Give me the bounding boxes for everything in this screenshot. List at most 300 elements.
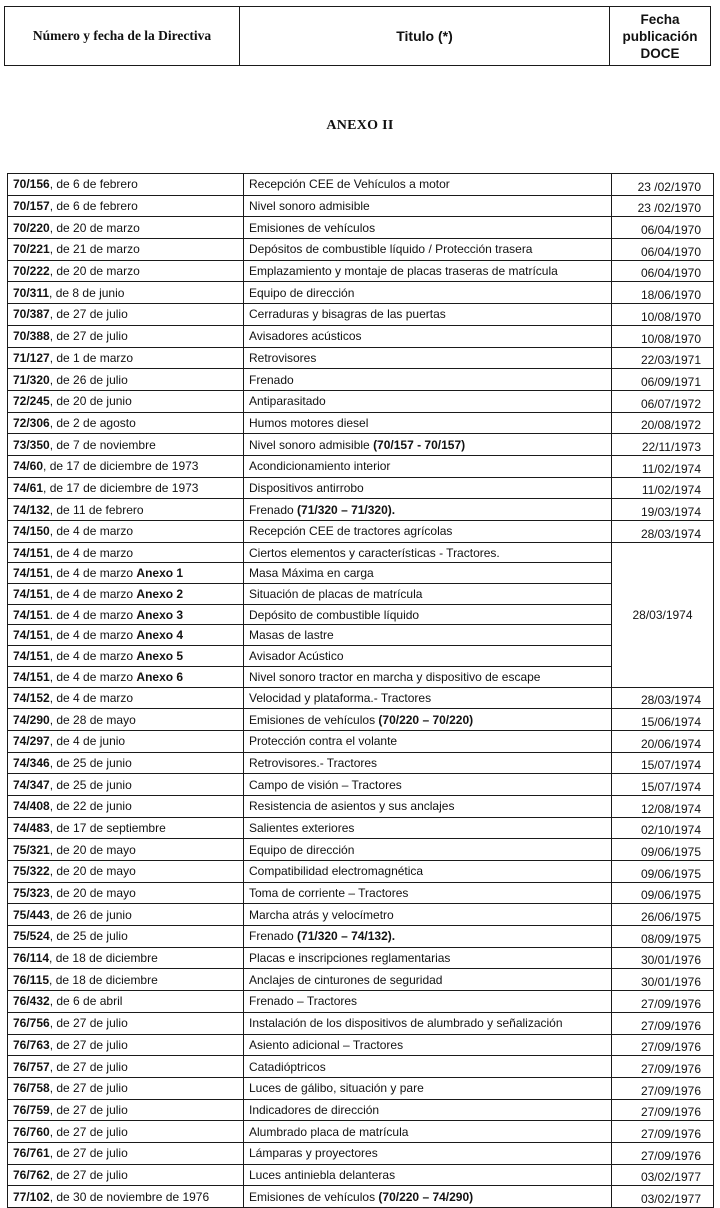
directive-date: , de 4 de junio [49, 734, 126, 749]
directive-title-text: Depósitos de combustible líquido / Protección trasera [249, 242, 533, 257]
directive-title [244, 926, 612, 948]
directive-number: 76/432 [13, 994, 50, 1009]
table-row [8, 1012, 714, 1034]
directive-title-text: Recepción CEE de Vehículos a motor [249, 177, 450, 192]
directive-title [244, 991, 612, 1013]
directive-number: 76/756 [13, 1016, 50, 1031]
directive-title [244, 369, 612, 391]
directive-number-date [8, 904, 244, 926]
directive-title-text: Equipo de dirección [249, 285, 355, 300]
directive-number-date [8, 882, 244, 904]
directive-date: , de 1 de marzo [49, 350, 134, 365]
directive-number: 75/524 [13, 929, 50, 944]
directive-number-date [8, 282, 244, 304]
directive-number-date [8, 260, 244, 282]
directive-number: 75/321 [13, 842, 50, 857]
table-row [8, 947, 714, 969]
table-row [8, 926, 714, 948]
directive-number: 70/222 [13, 264, 50, 279]
directive-title [244, 260, 612, 282]
directive-title [244, 477, 612, 499]
directive-title [244, 1121, 612, 1143]
directive-title [244, 499, 612, 521]
publication-date: 18/06/1970 [612, 282, 714, 304]
table-row [8, 774, 714, 796]
directive-title [244, 947, 612, 969]
publication-date: 15/06/1974 [612, 709, 714, 731]
directive-title [244, 687, 612, 709]
header-number-date: Número y fecha de la Directiva [5, 7, 240, 66]
directive-title-text: Marcha atrás y velocímetro [249, 907, 394, 922]
directive-title [244, 817, 612, 839]
directive-number: 75/323 [13, 886, 50, 901]
directive-number-date [8, 1034, 244, 1056]
header-publication-date [610, 7, 711, 66]
directive-title [244, 217, 612, 239]
publication-date: 09/06/1975 [612, 839, 714, 861]
directive-number: 76/757 [13, 1059, 50, 1074]
directive-title-text: Dispositivos antirrobo [249, 480, 364, 495]
directive-title [244, 239, 612, 261]
directive-title [244, 861, 612, 883]
table-row [8, 260, 714, 282]
table-row [8, 542, 714, 563]
directive-number: 74/408 [13, 799, 50, 814]
table-row [8, 563, 714, 584]
directive-date: , de 27 de julio [49, 1146, 128, 1161]
table-row [8, 390, 714, 412]
directive-number: 70/220 [13, 220, 50, 235]
directive-number-date [8, 390, 244, 412]
directive-date: , de 20 de marzo [49, 220, 140, 235]
directive-date: , de 17 de diciembre de 1973 [43, 480, 199, 495]
publication-date: 03/02/1977 [612, 1186, 714, 1208]
directive-number-date [8, 1056, 244, 1078]
directive-number: 74/347 [13, 777, 50, 792]
directive-date: , de 25 de junio [49, 777, 132, 792]
table-row [8, 412, 714, 434]
directive-number: 70/156 [13, 177, 50, 192]
directive-title [244, 795, 612, 817]
directive-number-date [8, 217, 244, 239]
directive-title-text: Retrovisores [249, 350, 317, 365]
directive-date: , de 20 de mayo [49, 886, 136, 901]
directive-number: 72/306 [13, 415, 50, 430]
publication-date: 28/03/1974 [612, 521, 714, 543]
directive-title-text: Situación de placas de matrícula [249, 586, 423, 601]
directive-number: 74/60 [13, 459, 44, 474]
directive-title-text: Luces de gálibo, situación y pare [249, 1081, 424, 1096]
directive-date: , de 30 de noviembre de 1976 [49, 1189, 210, 1204]
table-row [8, 1164, 714, 1186]
directive-date: , de 20 de marzo [49, 264, 140, 279]
publication-date: 27/09/1976 [612, 991, 714, 1013]
directive-number: 74/290 [13, 712, 50, 727]
directive-title-text: Toma de corriente – Tractores [249, 886, 409, 901]
table-row [8, 625, 714, 646]
directive-title-text: Luces antiniebla delanteras [249, 1167, 396, 1182]
directive-title [244, 774, 612, 796]
directive-number: 76/763 [13, 1037, 50, 1052]
directive-number-date [8, 325, 244, 347]
header-title: Titulo (*) [240, 7, 610, 66]
directives-table-body [8, 174, 714, 1208]
table-row [8, 1121, 714, 1143]
directive-title [244, 625, 612, 646]
directive-number: 74/346 [13, 755, 50, 770]
directive-number: 74/151 [13, 648, 50, 663]
publication-date: 27/09/1976 [612, 1099, 714, 1121]
directive-title [244, 666, 612, 687]
table-row [8, 882, 714, 904]
directive-title [244, 390, 612, 412]
directive-number-date [8, 304, 244, 326]
directive-title-text: Humos motores diesel [249, 415, 369, 430]
directive-title-text: Frenado [249, 929, 298, 944]
directive-title-text: Resistencia de asientos y sus anclajes [249, 799, 455, 814]
directive-title-text: Asiento adicional – Tractores [249, 1037, 404, 1052]
directive-annex: Anexo 6 [136, 669, 184, 684]
publication-date: 27/09/1976 [612, 1012, 714, 1034]
directive-title [244, 730, 612, 752]
table-row [8, 1099, 714, 1121]
directive-annex: Anexo 2 [136, 586, 184, 601]
publication-date: 26/06/1975 [612, 904, 714, 926]
publication-date: 11/02/1974 [612, 455, 714, 477]
publication-date: 06/04/1970 [612, 260, 714, 282]
directive-title-text: Emisiones de vehículos [249, 220, 376, 235]
directive-date: , de 4 de marzo [49, 628, 137, 643]
publication-date: 02/10/1974 [612, 817, 714, 839]
table-row [8, 646, 714, 667]
publication-date: 23 /02/1970 [612, 195, 714, 217]
directive-title [244, 1164, 612, 1186]
directive-title-text: Nivel sonoro tractor en marcha y dispositivo de escape [249, 669, 541, 684]
table-row [8, 477, 714, 499]
directive-title-reference: (71/320 – 74/132). [297, 929, 396, 944]
directive-title [244, 584, 612, 605]
directive-number: 76/761 [13, 1146, 50, 1161]
directive-number: 72/245 [13, 394, 50, 409]
directive-date: , de 7 de noviembre [49, 437, 156, 452]
directive-number: 70/388 [13, 329, 50, 344]
directive-title [244, 347, 612, 369]
directive-title-text: Catadióptricos [249, 1059, 326, 1074]
directive-title-text: Anclajes de cinturones de seguridad [249, 972, 443, 987]
directive-number-date [8, 666, 244, 687]
directive-date: , de 4 de marzo [49, 648, 137, 663]
table-row [8, 239, 714, 261]
directive-title [244, 325, 612, 347]
directive-title-text: Avisador Acústico [249, 648, 344, 663]
table-row [8, 369, 714, 391]
directive-number-date [8, 542, 244, 563]
directive-date: , de 27 de julio [49, 1059, 128, 1074]
column-header-row [5, 7, 711, 66]
publication-date: 06/07/1972 [612, 390, 714, 412]
directive-date: , de 11 de febrero [49, 502, 144, 517]
directive-number-date [8, 1077, 244, 1099]
directive-annex: Anexo 1 [136, 566, 184, 581]
publication-date: 15/07/1974 [612, 752, 714, 774]
publication-date: 27/09/1976 [612, 1121, 714, 1143]
table-row [8, 174, 714, 196]
table-row [8, 861, 714, 883]
table-row [8, 604, 714, 625]
directive-title-text: Acondicionamiento interior [249, 459, 391, 474]
publication-date: 08/09/1975 [612, 926, 714, 948]
directive-title [244, 304, 612, 326]
directive-number: 75/322 [13, 864, 50, 879]
directive-title [244, 904, 612, 926]
table-row [8, 434, 714, 456]
directive-number: 76/758 [13, 1081, 50, 1096]
directive-date: , de 17 de septiembre [49, 820, 166, 835]
directive-number-date [8, 604, 244, 625]
directive-date: , de 4 de marzo [49, 566, 137, 581]
table-row [8, 839, 714, 861]
directive-title-text: Emisiones de vehículos [249, 1189, 379, 1204]
directive-number-date [8, 521, 244, 543]
directive-number-date [8, 239, 244, 261]
directive-number-date [8, 839, 244, 861]
directive-number: 74/297 [13, 734, 50, 749]
directive-date: , de 28 de mayo [49, 712, 136, 727]
directive-title [244, 282, 612, 304]
annex-title: ANEXO II [326, 118, 394, 133]
publication-date: 10/08/1970 [612, 304, 714, 326]
header-pub-line3: DOCE [640, 45, 680, 61]
directive-number-date [8, 1186, 244, 1208]
publication-date: 15/07/1974 [612, 774, 714, 796]
directive-date: , de 27 de julio [49, 1124, 128, 1139]
directive-date: , de 27 de julio [49, 307, 128, 322]
table-row [8, 817, 714, 839]
directive-number-date [8, 1121, 244, 1143]
directive-number-date [8, 347, 244, 369]
directive-title-text: Indicadores de dirección [249, 1102, 380, 1117]
directive-number: 73/350 [13, 437, 50, 452]
table-row [8, 304, 714, 326]
directive-title [244, 455, 612, 477]
header-pub-line2: publicación [622, 28, 698, 44]
directive-date: . de 4 de marzo [49, 607, 137, 622]
table-row [8, 1077, 714, 1099]
directive-title [244, 434, 612, 456]
directive-number: 75/443 [13, 907, 50, 922]
column-header-table [4, 6, 711, 66]
directive-number-date [8, 434, 244, 456]
directive-number: 74/151 [13, 669, 50, 684]
directive-number-date [8, 499, 244, 521]
directive-title-text: Recepción CEE de tractores agrícolas [249, 524, 453, 539]
table-row [8, 1186, 714, 1208]
directive-date: , de 27 de julio [49, 1167, 128, 1182]
directive-number-date [8, 584, 244, 605]
directive-title-text: Ciertos elementos y características - Tractores. [249, 545, 500, 560]
directive-date: , de 27 de julio [49, 329, 128, 344]
publication-date: 09/06/1975 [612, 861, 714, 883]
directive-title-text: Masas de lastre [249, 628, 334, 643]
directive-annex: Anexo 3 [136, 607, 184, 622]
directive-date: , de 27 de julio [49, 1102, 128, 1117]
directive-number: 74/151 [13, 607, 50, 622]
table-row [8, 282, 714, 304]
publication-date: 28/03/1974 [612, 687, 714, 709]
directive-number-date [8, 1099, 244, 1121]
directive-title-reference: (70/157 - 70/157) [373, 437, 466, 452]
directive-number-date [8, 752, 244, 774]
directive-date: , de 8 de junio [49, 285, 125, 300]
directive-number: 76/114 [13, 951, 50, 966]
table-row [8, 195, 714, 217]
directive-title-text: Instalación de los dispositivos de alumbrado y señalización [249, 1016, 563, 1031]
directive-number: 74/151 [13, 628, 50, 643]
directive-number: 76/115 [13, 972, 50, 987]
directive-title-text: Masa Máxima en carga [249, 566, 374, 581]
table-row [8, 969, 714, 991]
table-row [8, 730, 714, 752]
directive-number-date [8, 174, 244, 196]
publication-date: 22/03/1971 [612, 347, 714, 369]
table-row [8, 1034, 714, 1056]
directive-title [244, 839, 612, 861]
directive-number: 70/311 [13, 285, 50, 300]
directive-title [244, 563, 612, 584]
publication-date: 20/08/1972 [612, 412, 714, 434]
directive-number: 70/387 [13, 307, 50, 322]
directive-number: 74/151 [13, 545, 50, 560]
directive-title [244, 969, 612, 991]
directive-title [244, 709, 612, 731]
directive-number-date [8, 817, 244, 839]
directive-title [244, 604, 612, 625]
directive-number-date [8, 625, 244, 646]
directive-title-text: Campo de visión – Tractores [249, 777, 402, 792]
directive-date: , de 4 de marzo [49, 524, 134, 539]
directive-date: , de 26 de julio [49, 372, 128, 387]
directive-title-text: Alumbrado placa de matrícula [249, 1124, 409, 1139]
directive-date: , de 4 de marzo [49, 586, 137, 601]
table-row [8, 521, 714, 543]
directive-date: , de 4 de marzo [49, 690, 134, 705]
directive-title [244, 1099, 612, 1121]
directive-date: , de 6 de febrero [49, 177, 138, 192]
directive-number: 74/151 [13, 566, 50, 581]
directive-date: , de 27 de julio [49, 1016, 128, 1031]
directive-number-date [8, 563, 244, 584]
directive-number: 74/61 [13, 480, 44, 495]
directive-number-date [8, 1164, 244, 1186]
directive-title-text: Emisiones de vehículos [249, 712, 379, 727]
publication-date: 30/01/1976 [612, 947, 714, 969]
directive-date: , de 4 de marzo [49, 545, 134, 560]
directive-title-text: Frenado [249, 502, 298, 517]
directive-title [244, 1077, 612, 1099]
directive-number-date [8, 412, 244, 434]
directive-title [244, 1012, 612, 1034]
publication-date: 27/09/1976 [612, 1077, 714, 1099]
directive-title-text: Salientes exteriores [249, 820, 355, 835]
directive-title [244, 1034, 612, 1056]
directive-date: , de 25 de junio [49, 755, 132, 770]
directive-title-text: Protección contra el volante [249, 734, 398, 749]
table-row [8, 666, 714, 687]
directive-number-date [8, 195, 244, 217]
directive-title [244, 882, 612, 904]
directive-number: 70/221 [13, 242, 50, 257]
directive-number: 74/132 [13, 502, 50, 517]
table-row [8, 325, 714, 347]
publication-date: 11/02/1974 [612, 477, 714, 499]
directive-title-reference: (70/220 – 74/290) [378, 1189, 474, 1204]
publication-date: 10/08/1970 [612, 325, 714, 347]
directive-title-reference: (70/220 – 70/220) [378, 712, 474, 727]
directive-title-text: Nivel sonoro admisible [249, 437, 374, 452]
directive-date: , de 6 de abril [49, 994, 123, 1009]
directive-title-text: Frenado – Tractores [249, 994, 358, 1009]
directive-date: , de 17 de diciembre de 1973 [43, 459, 199, 474]
directive-title [244, 752, 612, 774]
directive-number-date [8, 991, 244, 1013]
directive-number-date [8, 455, 244, 477]
directive-date: , de 20 de junio [49, 394, 132, 409]
directive-number: 76/759 [13, 1102, 50, 1117]
publication-date: 19/03/1974 [612, 499, 714, 521]
publication-date: 09/06/1975 [612, 882, 714, 904]
table-row [8, 584, 714, 605]
table-row [8, 904, 714, 926]
directive-number-date [8, 969, 244, 991]
directive-title [244, 521, 612, 543]
directive-number-date [8, 861, 244, 883]
table-row [8, 795, 714, 817]
directive-number: 71/127 [13, 350, 50, 365]
directive-title [244, 646, 612, 667]
directive-number: 76/760 [13, 1124, 50, 1139]
directive-number-date [8, 774, 244, 796]
directive-number: 71/320 [13, 372, 50, 387]
directive-title-text: Cerraduras y bisagras de las puertas [249, 307, 446, 322]
directive-title-text: Retrovisores.- Tractores [249, 755, 378, 770]
directive-title-text: Velocidad y plataforma.- Tractores [249, 690, 432, 705]
directive-number-date [8, 1142, 244, 1164]
directive-number-date [8, 687, 244, 709]
publication-date: 06/09/1971 [612, 369, 714, 391]
directive-number: 74/152 [13, 690, 50, 705]
publication-date: 27/09/1976 [612, 1056, 714, 1078]
directive-date: , de 20 de mayo [49, 842, 136, 857]
directive-number-date [8, 477, 244, 499]
directive-title [244, 174, 612, 196]
publication-date: 12/08/1974 [612, 795, 714, 817]
directive-title [244, 542, 612, 563]
publication-date: 22/11/1973 [612, 434, 714, 456]
publication-date: 06/04/1970 [612, 217, 714, 239]
directive-number: 77/102 [13, 1189, 50, 1204]
directive-annex: Anexo 4 [136, 628, 184, 643]
publication-date: 28/03/1974 [612, 542, 714, 687]
directives-table [7, 173, 714, 1208]
table-row [8, 709, 714, 731]
directive-date: , de 6 de febrero [49, 199, 138, 214]
publication-date: 30/01/1976 [612, 969, 714, 991]
table-row [8, 1142, 714, 1164]
directive-title [244, 412, 612, 434]
directive-number-date [8, 795, 244, 817]
directive-date: , de 18 de diciembre [49, 972, 158, 987]
table-row [8, 752, 714, 774]
